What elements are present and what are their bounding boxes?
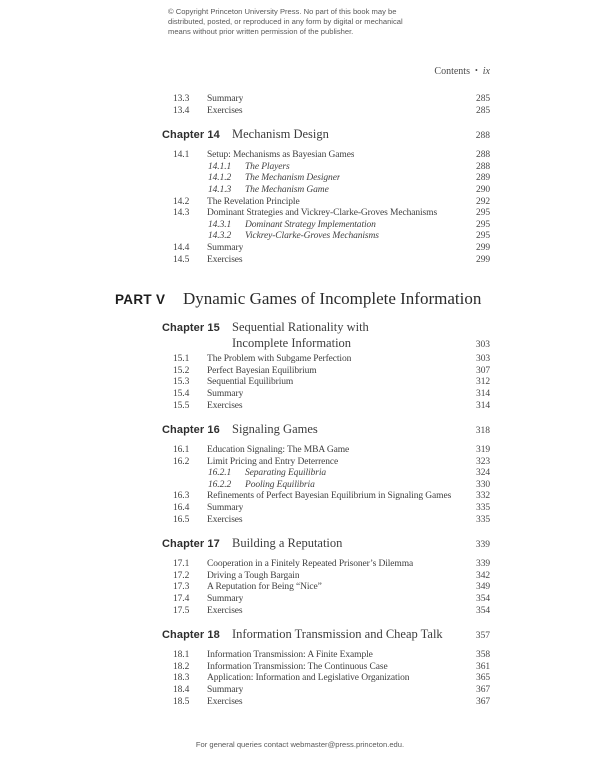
toc-part-heading-part-v xyxy=(115,288,490,311)
toc-entry-15-4 xyxy=(115,389,490,401)
entry-title: The Mechanism Designer xyxy=(245,173,341,184)
toc-entry-16-1 xyxy=(115,445,490,457)
chapter-title-line2: Incomplete Information xyxy=(232,336,352,351)
chapter-title: Building a Reputation xyxy=(232,536,343,551)
entry-title: Setup: Mechanisms as Bayesian Games xyxy=(207,150,355,161)
copyright-notice xyxy=(168,7,403,37)
entry-title: Information Transmission: The Continuous Case xyxy=(207,661,388,672)
part-title: Dynamic Games of Incomplete Information xyxy=(183,289,482,309)
entry-number: 13.4 xyxy=(173,105,190,116)
page-number: 290 xyxy=(476,184,490,195)
toc-entry-14-3 xyxy=(115,208,490,220)
entry-title: Sequential Equilibrium xyxy=(207,377,294,388)
entry-number: 18.1 xyxy=(173,650,190,661)
entry-title: Cooperation in a Finitely Repeated Prisoner’s Dilemma xyxy=(207,559,414,570)
page-number: 335 xyxy=(476,503,490,514)
page-number: 361 xyxy=(476,661,490,672)
entry-number: 14.3.1 xyxy=(208,219,232,230)
entry-number: 14.5 xyxy=(173,254,190,265)
page-number: 314 xyxy=(476,400,490,411)
entry-number: 17.1 xyxy=(173,559,190,570)
toc-entry-14-1-2 xyxy=(115,173,490,185)
chapter-number: Chapter 18 xyxy=(162,629,220,642)
entry-number: 17.3 xyxy=(173,582,190,593)
entry-title: Exercises xyxy=(207,254,243,265)
entry-title: Application: Information and Legislative Organization xyxy=(207,673,410,684)
page-number: 365 xyxy=(476,673,490,684)
page-number: 339 xyxy=(476,559,490,570)
entry-number: 16.2.2 xyxy=(208,479,232,490)
entry-number: 16.2 xyxy=(173,456,190,467)
toc-entry-16-2-1 xyxy=(115,468,490,480)
entry-title: The Revelation Principle xyxy=(207,196,300,207)
entry-title: Exercises xyxy=(207,514,243,525)
entry-title: The Problem with Subgame Perfection xyxy=(207,354,352,365)
page-number: 339 xyxy=(475,540,490,551)
page-number: 349 xyxy=(476,582,490,593)
entry-title: Exercises xyxy=(207,605,243,616)
page-number: 332 xyxy=(476,491,490,502)
toc-entry-18-3 xyxy=(115,673,490,685)
footer-note: For general queries contact webmaster@press.princeton.edu. xyxy=(195,740,405,749)
entry-title: The Mechanism Game xyxy=(245,184,329,195)
page-number: 342 xyxy=(476,570,490,581)
page-number: 330 xyxy=(476,479,490,490)
toc-entry-16-3 xyxy=(115,491,490,503)
toc-entry-15-3 xyxy=(115,377,490,389)
entry-number: 14.2 xyxy=(173,196,190,207)
toc-entry-18-2 xyxy=(115,662,490,674)
entry-title: Summary xyxy=(207,594,244,605)
entry-number: 15.4 xyxy=(173,388,190,399)
page-folio: ix xyxy=(482,66,490,77)
entry-title: A Reputation for Being “Nice” xyxy=(207,582,322,593)
bullet-separator: • xyxy=(474,66,478,75)
entry-number: 16.2.1 xyxy=(208,468,232,479)
page-number: 303 xyxy=(476,354,490,365)
toc-entry-13-4 xyxy=(115,106,490,118)
toc-entry-14-3-1 xyxy=(115,220,490,232)
page-number: 299 xyxy=(476,254,490,265)
toc-entry-14-3-2 xyxy=(115,231,490,243)
entry-number: 14.1 xyxy=(173,150,190,161)
entry-number: 15.1 xyxy=(173,354,190,365)
entry-title: Limit Pricing and Entry Deterrence xyxy=(207,456,339,467)
page-number: 357 xyxy=(475,631,490,642)
entry-number: 14.4 xyxy=(173,242,190,253)
entry-number: 18.5 xyxy=(173,696,190,707)
entry-number: 15.2 xyxy=(173,365,190,376)
chapter-title: Signaling Games xyxy=(232,422,318,437)
entry-title: Separating Equilibria xyxy=(245,468,327,479)
entry-title: Perfect Bayesian Equilibrium xyxy=(207,365,317,376)
toc-entry-14-1-3 xyxy=(115,185,490,197)
toc-entry-18-5 xyxy=(115,697,490,709)
entry-number: 14.1.1 xyxy=(208,161,232,172)
page-number: 289 xyxy=(476,173,490,184)
entry-number: 18.3 xyxy=(173,673,190,684)
chapter-number: Chapter 15 xyxy=(162,322,220,335)
entry-title: Information Transmission: A Finite Example xyxy=(207,650,373,661)
running-head-title: Contents xyxy=(434,66,470,77)
table-of-contents xyxy=(115,94,490,708)
toc-chapter-18 xyxy=(115,626,490,644)
chapter-title: Sequential Rationality with xyxy=(232,320,369,335)
part-number: PART V xyxy=(115,292,166,308)
toc-entry-13-3 xyxy=(115,94,490,106)
entry-title: Summary xyxy=(207,388,244,399)
entry-number: 18.4 xyxy=(173,685,190,695)
toc-entry-14-4 xyxy=(115,243,490,255)
page-number: 292 xyxy=(476,196,490,207)
entry-title: Summary xyxy=(207,94,244,104)
toc-entry-15-5 xyxy=(115,401,490,413)
toc-entry-18-1 xyxy=(115,650,490,662)
entry-title: Summary xyxy=(207,685,244,695)
toc-entry-17-2 xyxy=(115,571,490,583)
entry-title: Summary xyxy=(207,503,244,514)
entry-number: 16.5 xyxy=(173,514,190,525)
page-number: 354 xyxy=(476,605,490,616)
toc-entry-17-5 xyxy=(115,606,490,618)
toc-entry-16-5 xyxy=(115,515,490,527)
page-number: 288 xyxy=(476,161,490,172)
entry-number: 14.3.2 xyxy=(208,231,232,242)
toc-chapter-15-line2 xyxy=(115,336,490,352)
chapter-number: Chapter 17 xyxy=(162,538,220,551)
entry-title: Education Signaling: The MBA Game xyxy=(207,445,350,456)
page-number: 367 xyxy=(476,685,490,695)
page-number: 295 xyxy=(476,231,490,242)
toc-entry-18-4 xyxy=(115,685,490,697)
entry-number: 16.1 xyxy=(173,445,190,456)
page-number: 323 xyxy=(476,456,490,467)
page-number: 367 xyxy=(476,696,490,707)
entry-title: Refinements of Perfect Bayesian Equilibrium in Signaling Games xyxy=(207,491,452,502)
toc-entry-17-4 xyxy=(115,594,490,606)
entry-title: Driving a Tough Bargain xyxy=(207,570,300,581)
copyright-line: distributed, posted, or reproduced in any form by digital or mechanical xyxy=(168,17,403,26)
copyright-line: © Copyright Princeton University Press. No part of this book may be xyxy=(168,7,397,16)
page-number: 324 xyxy=(476,468,490,479)
entry-title: Vickrey-Clarke-Groves Mechanisms xyxy=(245,231,379,242)
toc-entry-14-5 xyxy=(115,255,490,267)
entry-number: 15.3 xyxy=(173,377,190,388)
page-number: 285 xyxy=(476,105,490,116)
page-number: 285 xyxy=(476,94,490,104)
page-number: 335 xyxy=(476,514,490,525)
toc-entry-14-1 xyxy=(115,150,490,162)
page-number: 303 xyxy=(475,340,490,351)
chapter-title: Mechanism Design xyxy=(232,127,329,142)
entry-title: Pooling Equilibria xyxy=(245,479,315,490)
entry-number: 13.3 xyxy=(173,94,190,104)
entry-number: 15.5 xyxy=(173,400,190,411)
entry-title: Dominant Strategies and Vickrey-Clarke-Groves Mechanisms xyxy=(207,208,438,219)
entry-title: Exercises xyxy=(207,400,243,411)
chapter-title: Information Transmission and Cheap Talk xyxy=(232,627,443,642)
running-head xyxy=(434,66,490,77)
entry-number: 14.1.3 xyxy=(208,184,232,195)
toc-chapter-16 xyxy=(115,421,490,439)
toc-entry-17-3 xyxy=(115,582,490,594)
entry-number: 16.4 xyxy=(173,503,190,514)
toc-entry-14-1-1 xyxy=(115,162,490,174)
page-number: 358 xyxy=(476,650,490,661)
toc-entry-16-4 xyxy=(115,503,490,515)
entry-number: 16.3 xyxy=(173,491,190,502)
page-number: 318 xyxy=(475,426,490,437)
copyright-line: means without prior written permission of the publisher. xyxy=(168,27,354,36)
toc-entry-14-2 xyxy=(115,197,490,209)
page-number: 288 xyxy=(476,150,490,161)
entry-title: Exercises xyxy=(207,105,243,116)
toc-chapter-14 xyxy=(115,126,490,144)
page-number: 307 xyxy=(476,365,490,376)
entry-title: Summary xyxy=(207,242,244,253)
entry-number: 18.2 xyxy=(173,661,190,672)
entry-number: 17.4 xyxy=(173,594,190,605)
toc-entry-16-2-2 xyxy=(115,480,490,492)
toc-chapter-15 xyxy=(115,319,490,336)
toc-entry-15-1 xyxy=(115,354,490,366)
page-number: 299 xyxy=(476,242,490,253)
page-number: 288 xyxy=(475,131,490,142)
chapter-number: Chapter 14 xyxy=(162,129,220,142)
page-number: 312 xyxy=(476,377,490,388)
entry-number: 17.5 xyxy=(173,605,190,616)
entry-title: Dominant Strategy Implementation xyxy=(245,219,376,230)
toc-entry-17-1 xyxy=(115,559,490,571)
page-number: 354 xyxy=(476,594,490,605)
page-number: 295 xyxy=(476,219,490,230)
page-number: 295 xyxy=(476,208,490,219)
page-number: 319 xyxy=(476,445,490,456)
entry-title: The Players xyxy=(245,161,290,172)
chapter-number: Chapter 16 xyxy=(162,424,220,437)
entry-number: 14.1.2 xyxy=(208,173,232,184)
toc-chapter-17 xyxy=(115,535,490,553)
toc-entry-15-2 xyxy=(115,366,490,378)
entry-title: Exercises xyxy=(207,696,243,707)
entry-number: 14.3 xyxy=(173,208,190,219)
entry-number: 17.2 xyxy=(173,570,190,581)
page-number: 314 xyxy=(476,388,490,399)
toc-entry-16-2 xyxy=(115,457,490,469)
